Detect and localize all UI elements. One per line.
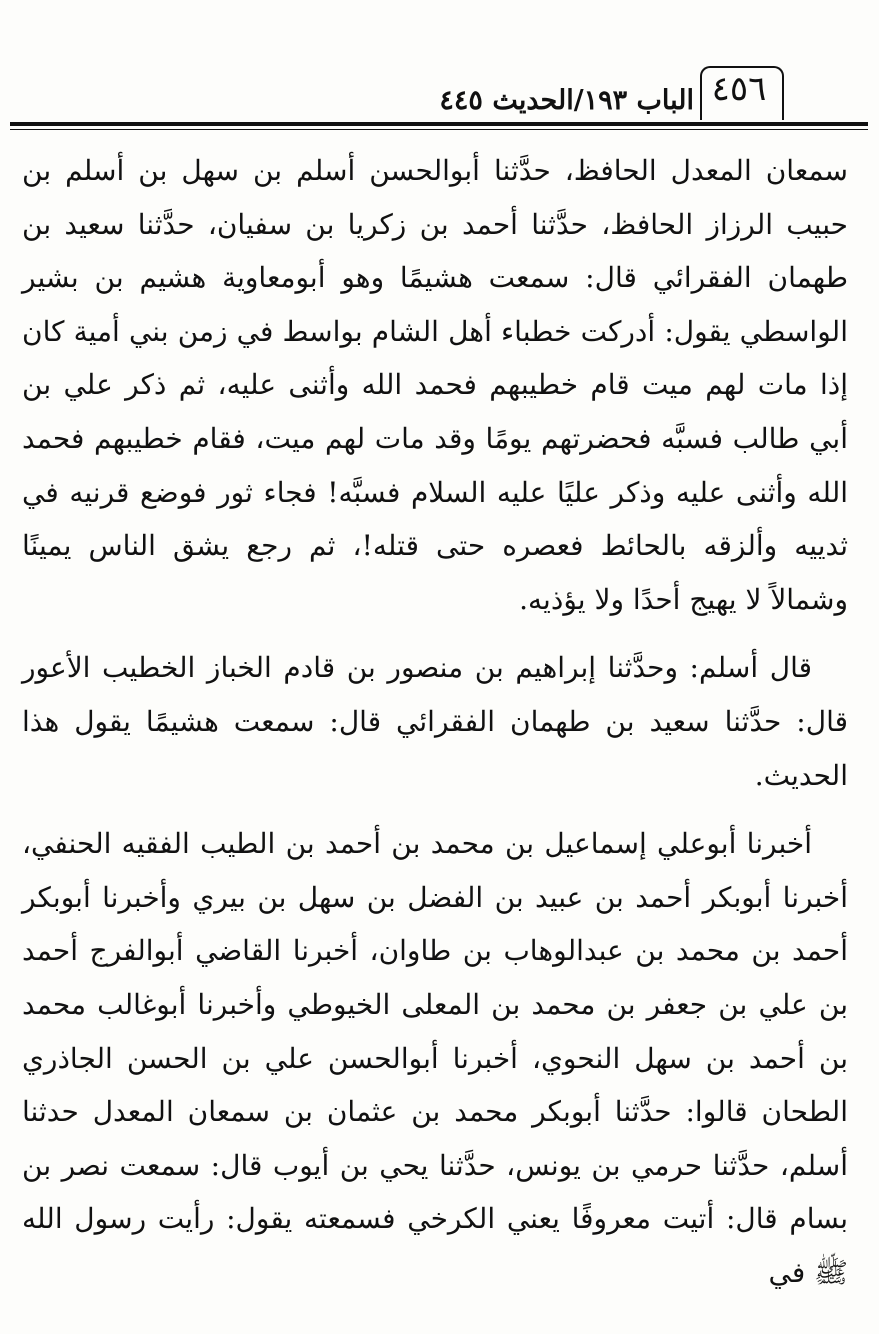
- paragraph-aslam: قال أسلم: وحدَّثنا إبراهيم بن منصور بن قادم الخباز الخطيب الأعور قال: حدَّثنا سعيد بن طهمان الفقرائي قال: سمعت هشيمًا يقول هذا الحديث.: [22, 651, 848, 792]
- page-body: [22, 144, 848, 1299]
- paragraph-continued: سمعان المعدل الحافظ، حدَّثنا أبوالحسن أسلم بن سهل بن أسلم بن حبيب الرزاز الحافظ، حدَّثنا أحمد بن زكريا بن سفيان، حدَّثنا سعيد بن طهمان الفقرائي قال: سمعت هشيمًا وهو أبومعاوية هشيم بن بشير الواسطي يقول: أدركت خطباء أهل الشام بواسط في زمن بني أمية كان إذا مات لهم ميت قام خطيبهم فحمد الله وأثنى عليه، ثم ذكر علي بن أبي طالب فسبَّه فحضرتهم يومًا وقد مات لهم ميت، فقام خطيبهم فحمد الله وأثنى عليه وذكر عليًا عليه السلام فسبَّه! فجاء ثور فوضع قرنيه في ثدييه وألزقه بالحائط فعصره حتى قتله!، ثم رجع يشق الناس يمينًا وشمالاً لا يهيج أحدًا ولا يؤذيه.: [22, 154, 848, 616]
- paragraph-isnad: أخبرنا أبوعلي إسماعيل بن محمد بن أحمد بن الطيب الفقيه الحنفي، أخبرنا أبوبكر أحمد بن عبيد بن الفضل بن سهل بن بيري وأخبرنا أبوبكر أحمد بن محمد بن عبدالوهاب بن طاوان، أخبرنا القاضي أبوالفرج أحمد بن علي بن جعفر بن محمد بن المعلى الخيوطي وأخبرنا أبوغالب محمد بن أحمد بن سهل النحوي، أخبرنا أبوالحسن علي بن الحسن الجاذري الطحان قالوا: حدَّثنا أبوبكر محمد بن عثمان بن سمعان المعدل حدثنا أسلم، حدَّثنا حرمي بن يونس، حدَّثنا يحي بن أيوب قال: سمعت نصر بن بسام قال: أتيت معروفًا يعني الكرخي فسمعته يقول: رأيت رسول الله ﷺ في: [22, 827, 848, 1289]
- page-number: ٤٥٦: [711, 69, 767, 109]
- header-rule-thin: [10, 129, 868, 130]
- header-rule-thick: [10, 122, 868, 126]
- page-header: [0, 0, 879, 140]
- running-title: الباب ١٩٣/الحديث ٤٤٥: [439, 85, 694, 116]
